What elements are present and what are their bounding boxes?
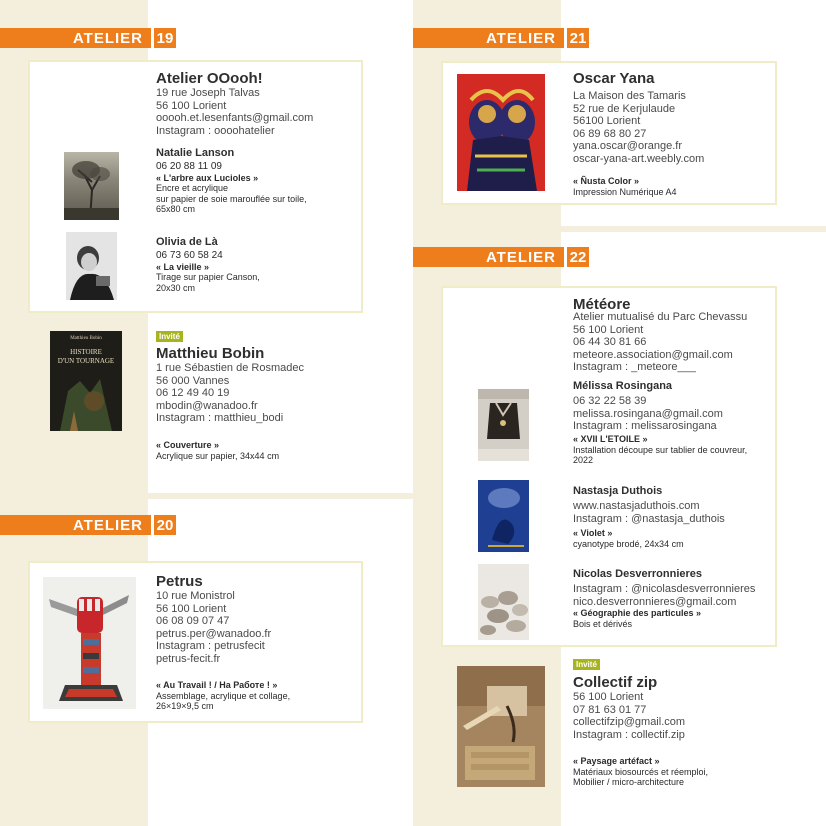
atelier-label: ATELIER	[0, 515, 151, 535]
artwork-desc-line: Matériaux biosourcés et réemploi,	[573, 766, 709, 777]
email-line: nico.desverronnieres@gmail.com	[573, 595, 737, 608]
city-line: 56 100 Lorient	[156, 602, 227, 615]
artist-details	[156, 590, 271, 666]
email-line: petrus.per@wanadoo.fr	[156, 627, 272, 640]
artist-name: Olivia de Là	[156, 236, 218, 248]
instagram-line: Instagram : _meteore___	[573, 361, 696, 374]
artwork-title: « XVII L'ETOILE »	[573, 434, 648, 444]
address-line: 52 rue de Kerjulaude	[573, 102, 676, 115]
artwork-title: « Ñusta Color »	[573, 176, 640, 186]
instagram-line: Instagram : melissarosingana	[573, 420, 717, 433]
instagram-line: Instagram : @nastasja_duthois	[573, 512, 725, 525]
city-line: 56100 Lorient	[573, 115, 641, 128]
address-line: 19 rue Joseph Talvas	[156, 87, 260, 99]
artwork-desc-line: Acrylique sur papier, 34x44 cm	[156, 450, 280, 461]
host-details	[156, 87, 313, 137]
atelier-22-header	[413, 247, 589, 267]
artwork-title: « Couverture »	[156, 440, 220, 450]
book-title-line: D'UN TOURNAGE	[57, 357, 115, 365]
email-line: collectifzip@gmail.com	[573, 716, 686, 729]
artwork-desc-line: Impression Numérique A4	[573, 186, 677, 197]
artwork-title: « La vieille »	[156, 261, 210, 272]
artwork-violet	[478, 480, 529, 552]
artist-name: Natalie Lanson	[156, 147, 235, 159]
venue-line: La Maison des Tamaris	[573, 90, 686, 102]
cream-center-strip	[413, 0, 417, 826]
instagram-line: Instagram : collectif.zip	[573, 728, 685, 741]
artist-artwork	[573, 528, 684, 549]
phone-line: 06 73 60 58 24	[156, 250, 223, 261]
artwork-desc-line: Installation découpe sur tablier de couvreur,	[573, 444, 748, 455]
artist-name: Mélissa Rosingana	[573, 380, 673, 392]
atelier-label: ATELIER	[0, 28, 151, 48]
artwork-desc-line: Mobilier / micro-architecture	[573, 777, 685, 788]
website-line: oscar-yana-art.weebly.com	[573, 152, 705, 165]
address-line: 10 rue Monistrol	[156, 590, 235, 602]
artist-artwork	[156, 680, 290, 712]
artwork-desc-line: 65x80 cm	[156, 204, 196, 215]
instagram-line: Instagram : petrusfecit	[156, 640, 265, 653]
artist-details	[573, 395, 723, 433]
email-line: mbodin@wanadoo.fr	[156, 399, 258, 412]
atelier-label: ATELIER	[413, 28, 564, 48]
city-line: 56 100 Lorient	[573, 691, 644, 703]
invite-badge: Invité	[573, 659, 600, 670]
atelier-number: 22	[567, 247, 589, 267]
artwork-title: « Au Travail ! / На Работе ! »	[156, 680, 278, 690]
instagram-line: Instagram : oooohatelier	[156, 124, 275, 137]
artist-details	[573, 90, 704, 166]
instagram-line: Instagram : matthieu_bodi	[156, 412, 284, 425]
artwork-desc-line: 2022	[573, 455, 594, 466]
invite-badge: Invité	[156, 331, 183, 342]
artist-artwork	[573, 608, 701, 629]
atelier-19-header	[0, 28, 176, 48]
atelier-number: 19	[154, 28, 176, 48]
book-title-line: HISTOIRE	[70, 348, 102, 356]
artwork-title: « Violet »	[573, 528, 613, 538]
guest-artwork	[573, 756, 708, 788]
email-line: melissa.rosingana@gmail.com	[573, 407, 723, 420]
host-name: Atelier OOooh!	[156, 70, 263, 87]
artwork-desc-line: Tirage sur papier Canson,	[156, 272, 260, 283]
cream-horizontal-divider	[0, 493, 413, 499]
cream-horizontal-divider	[561, 226, 826, 232]
phone-line: 06 20 88 11 09	[156, 161, 222, 172]
phone-line: 06 44 30 81 66	[573, 336, 647, 349]
artist-details	[156, 251, 260, 293]
instagram-line: Instagram : @nicolasdesverronnieres	[573, 583, 756, 595]
artwork-la-vieille	[66, 232, 117, 300]
website-line: petrus-fecit.fr	[156, 652, 221, 665]
artist-name: Nastasja Duthois	[573, 485, 663, 497]
guest-details	[573, 691, 685, 741]
artist-details	[573, 583, 755, 608]
artist-details	[573, 500, 725, 525]
atelier-number: 21	[567, 28, 589, 48]
artist-details	[156, 162, 307, 215]
city-line: 56 100 Lorient	[156, 99, 227, 112]
artist-name: Nicolas Desverronnieres	[573, 568, 703, 580]
city-line: 56 100 Lorient	[573, 323, 644, 336]
guest-details	[156, 362, 304, 425]
address-line: 1 rue Sébastien de Rosmadec	[156, 362, 304, 374]
artwork-arbre-aux-lucioles	[64, 152, 119, 220]
artist-name: Oscar Yana	[573, 70, 655, 87]
artwork-geographie-des-particules	[478, 564, 529, 640]
phone-line: 06 08 09 07 47	[156, 615, 230, 628]
atelier-21-header	[413, 28, 589, 48]
phone-line: 07 81 63 01 77	[573, 703, 647, 716]
guest-name: Collectif zip	[573, 674, 658, 691]
email-line: yana.oscar@orange.fr	[573, 140, 683, 153]
phone-line: 06 12 49 40 19	[156, 387, 230, 400]
artist-artwork	[573, 176, 677, 197]
artwork-title: « Paysage artéfact »	[573, 756, 660, 766]
artwork-title: « Géographie des particules »	[573, 608, 702, 618]
host-details	[573, 311, 747, 374]
email-line: meteore.association@gmail.com	[573, 348, 733, 361]
city-line: 56 000 Vannes	[156, 374, 230, 387]
host-name: Météore	[573, 296, 631, 313]
website-line: www.nastasjaduthois.com	[573, 500, 700, 512]
artwork-xvii-etoile	[478, 389, 529, 461]
guest-name: Matthieu Bobin	[156, 345, 265, 362]
atelier-20-header	[0, 515, 176, 535]
guest-artwork	[156, 440, 279, 461]
artwork-title: « L'arbre aux Lucioles »	[156, 172, 259, 183]
artwork-desc-line: Bois et dérivés	[573, 618, 633, 629]
book-author: Matthieu Bobin	[70, 336, 102, 341]
atelier-number: 20	[154, 515, 176, 535]
artwork-desc-line: 26×19×9,5 cm	[156, 701, 214, 712]
artwork-couverture-book	[50, 331, 122, 431]
artwork-desc-line: cyanotype brodé, 24x34 cm	[573, 538, 684, 549]
phone-line: 06 89 68 80 27	[573, 127, 647, 140]
artwork-desc-line: sur papier de soie marouflée sur toile,	[156, 193, 307, 204]
artwork-paysage-artefact	[457, 666, 545, 787]
artist-artwork	[573, 434, 747, 466]
phone-line: 06 32 22 58 39	[573, 395, 647, 407]
artwork-desc-line: 20x30 cm	[156, 282, 196, 293]
venue-line: Atelier mutualisé du Parc Chevassu	[573, 311, 748, 323]
artwork-desc-line: Assemblage, acrylique et collage,	[156, 690, 291, 701]
artwork-au-travail	[43, 577, 136, 709]
artwork-desc-line: Encre et acrylique	[156, 183, 229, 194]
artist-name: Petrus	[156, 573, 203, 590]
email-line: ooooh.et.lesenfants@gmail.com	[156, 112, 314, 125]
atelier-label: ATELIER	[413, 247, 564, 267]
artwork-nusta-color	[457, 74, 545, 191]
